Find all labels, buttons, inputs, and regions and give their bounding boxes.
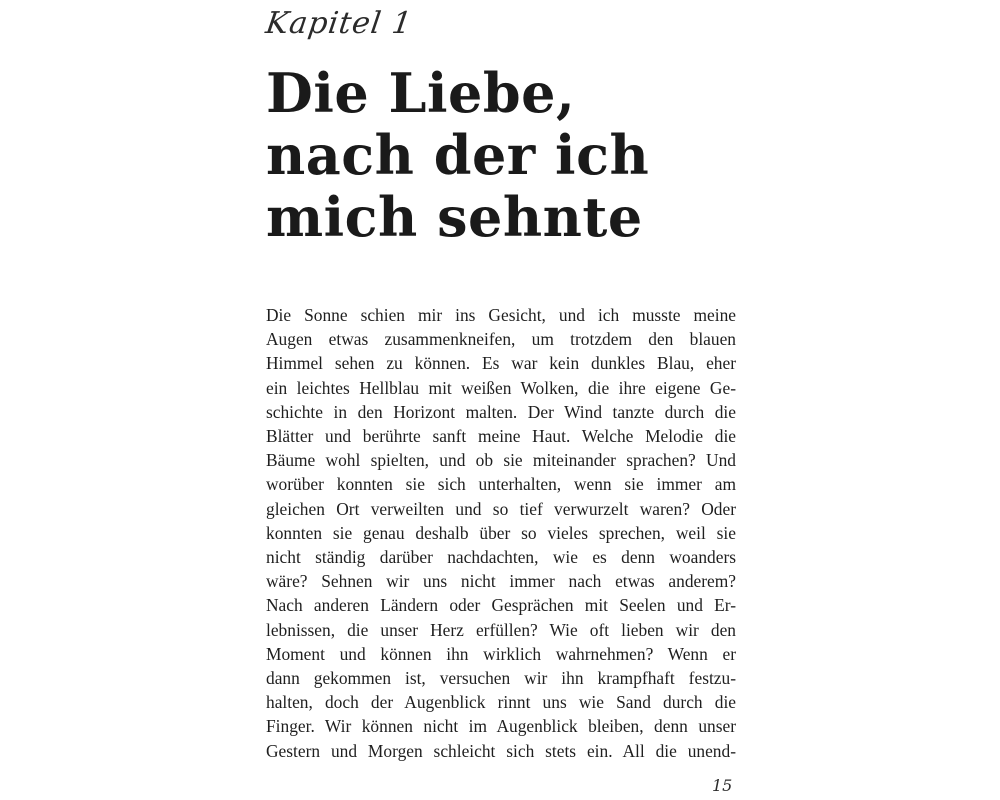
body-line: dann gekommen ist, versuchen wir ihn krampfhaft festzu-: [266, 668, 736, 689]
body-paragraph: [266, 303, 736, 763]
body-line: wäre? Sehnen wir uns nicht immer nach etwas anderem?: [266, 571, 736, 592]
body-line: konnten sie genau deshalb über so vieles sprechen, weil sie: [266, 522, 736, 543]
body-line: Augen etwas zusammenkneifen, um trotzdem den blauen: [266, 329, 736, 350]
body-line: worüber konnten sie sich unterhalten, wenn sie immer am: [266, 474, 736, 495]
chapter-title: [266, 62, 786, 248]
body-line: lebnissen, die unser Herz erfüllen? Wie oft lieben wir den: [266, 619, 736, 640]
body-line: ein leichtes Hellblau mit weißen Wolken, die ihre eigene Ge-: [266, 377, 736, 398]
chapter-label: Kapitel 1: [263, 6, 415, 41]
body-line: gleichen Ort verweilten und so tief verwurzelt waren? Oder: [266, 498, 736, 519]
body-line: nicht ständig darüber nachdachten, wie es denn woanders: [266, 547, 736, 568]
body-line: schichte in den Horizont malten. Der Wind tanzte durch die: [266, 401, 736, 422]
body-line: Moment und können ihn wirklich wahrnehmen? Wenn er: [266, 643, 736, 664]
chapter-title-line: nach der ich: [266, 123, 650, 187]
body-line: halten, doch der Augenblick rinnt uns wie Sand durch die: [266, 692, 736, 713]
chapter-title-line: mich sehnte: [266, 185, 643, 249]
body-line: Gestern und Morgen schleicht sich stets ein. All die unend-: [266, 740, 736, 761]
body-line: Die Sonne schien mir ins Gesicht, und ich musste meine: [266, 305, 736, 325]
chapter-title-line: Die Liebe,: [266, 61, 576, 125]
body-line: Blätter und berührte sanft meine Haut. Welche Melodie die: [266, 426, 736, 447]
body-line: Finger. Wir können nicht im Augenblick bleiben, denn unser: [266, 716, 736, 737]
body-line: Nach anderen Ländern oder Gesprächen mit Seelen und Er-: [266, 595, 736, 616]
body-line: Bäume wohl spielten, und ob sie miteinander sprachen? Und: [266, 450, 736, 471]
body-line: Himmel sehen zu können. Es war kein dunkles Blau, eher: [266, 353, 736, 374]
page-number: 15: [712, 776, 733, 795]
